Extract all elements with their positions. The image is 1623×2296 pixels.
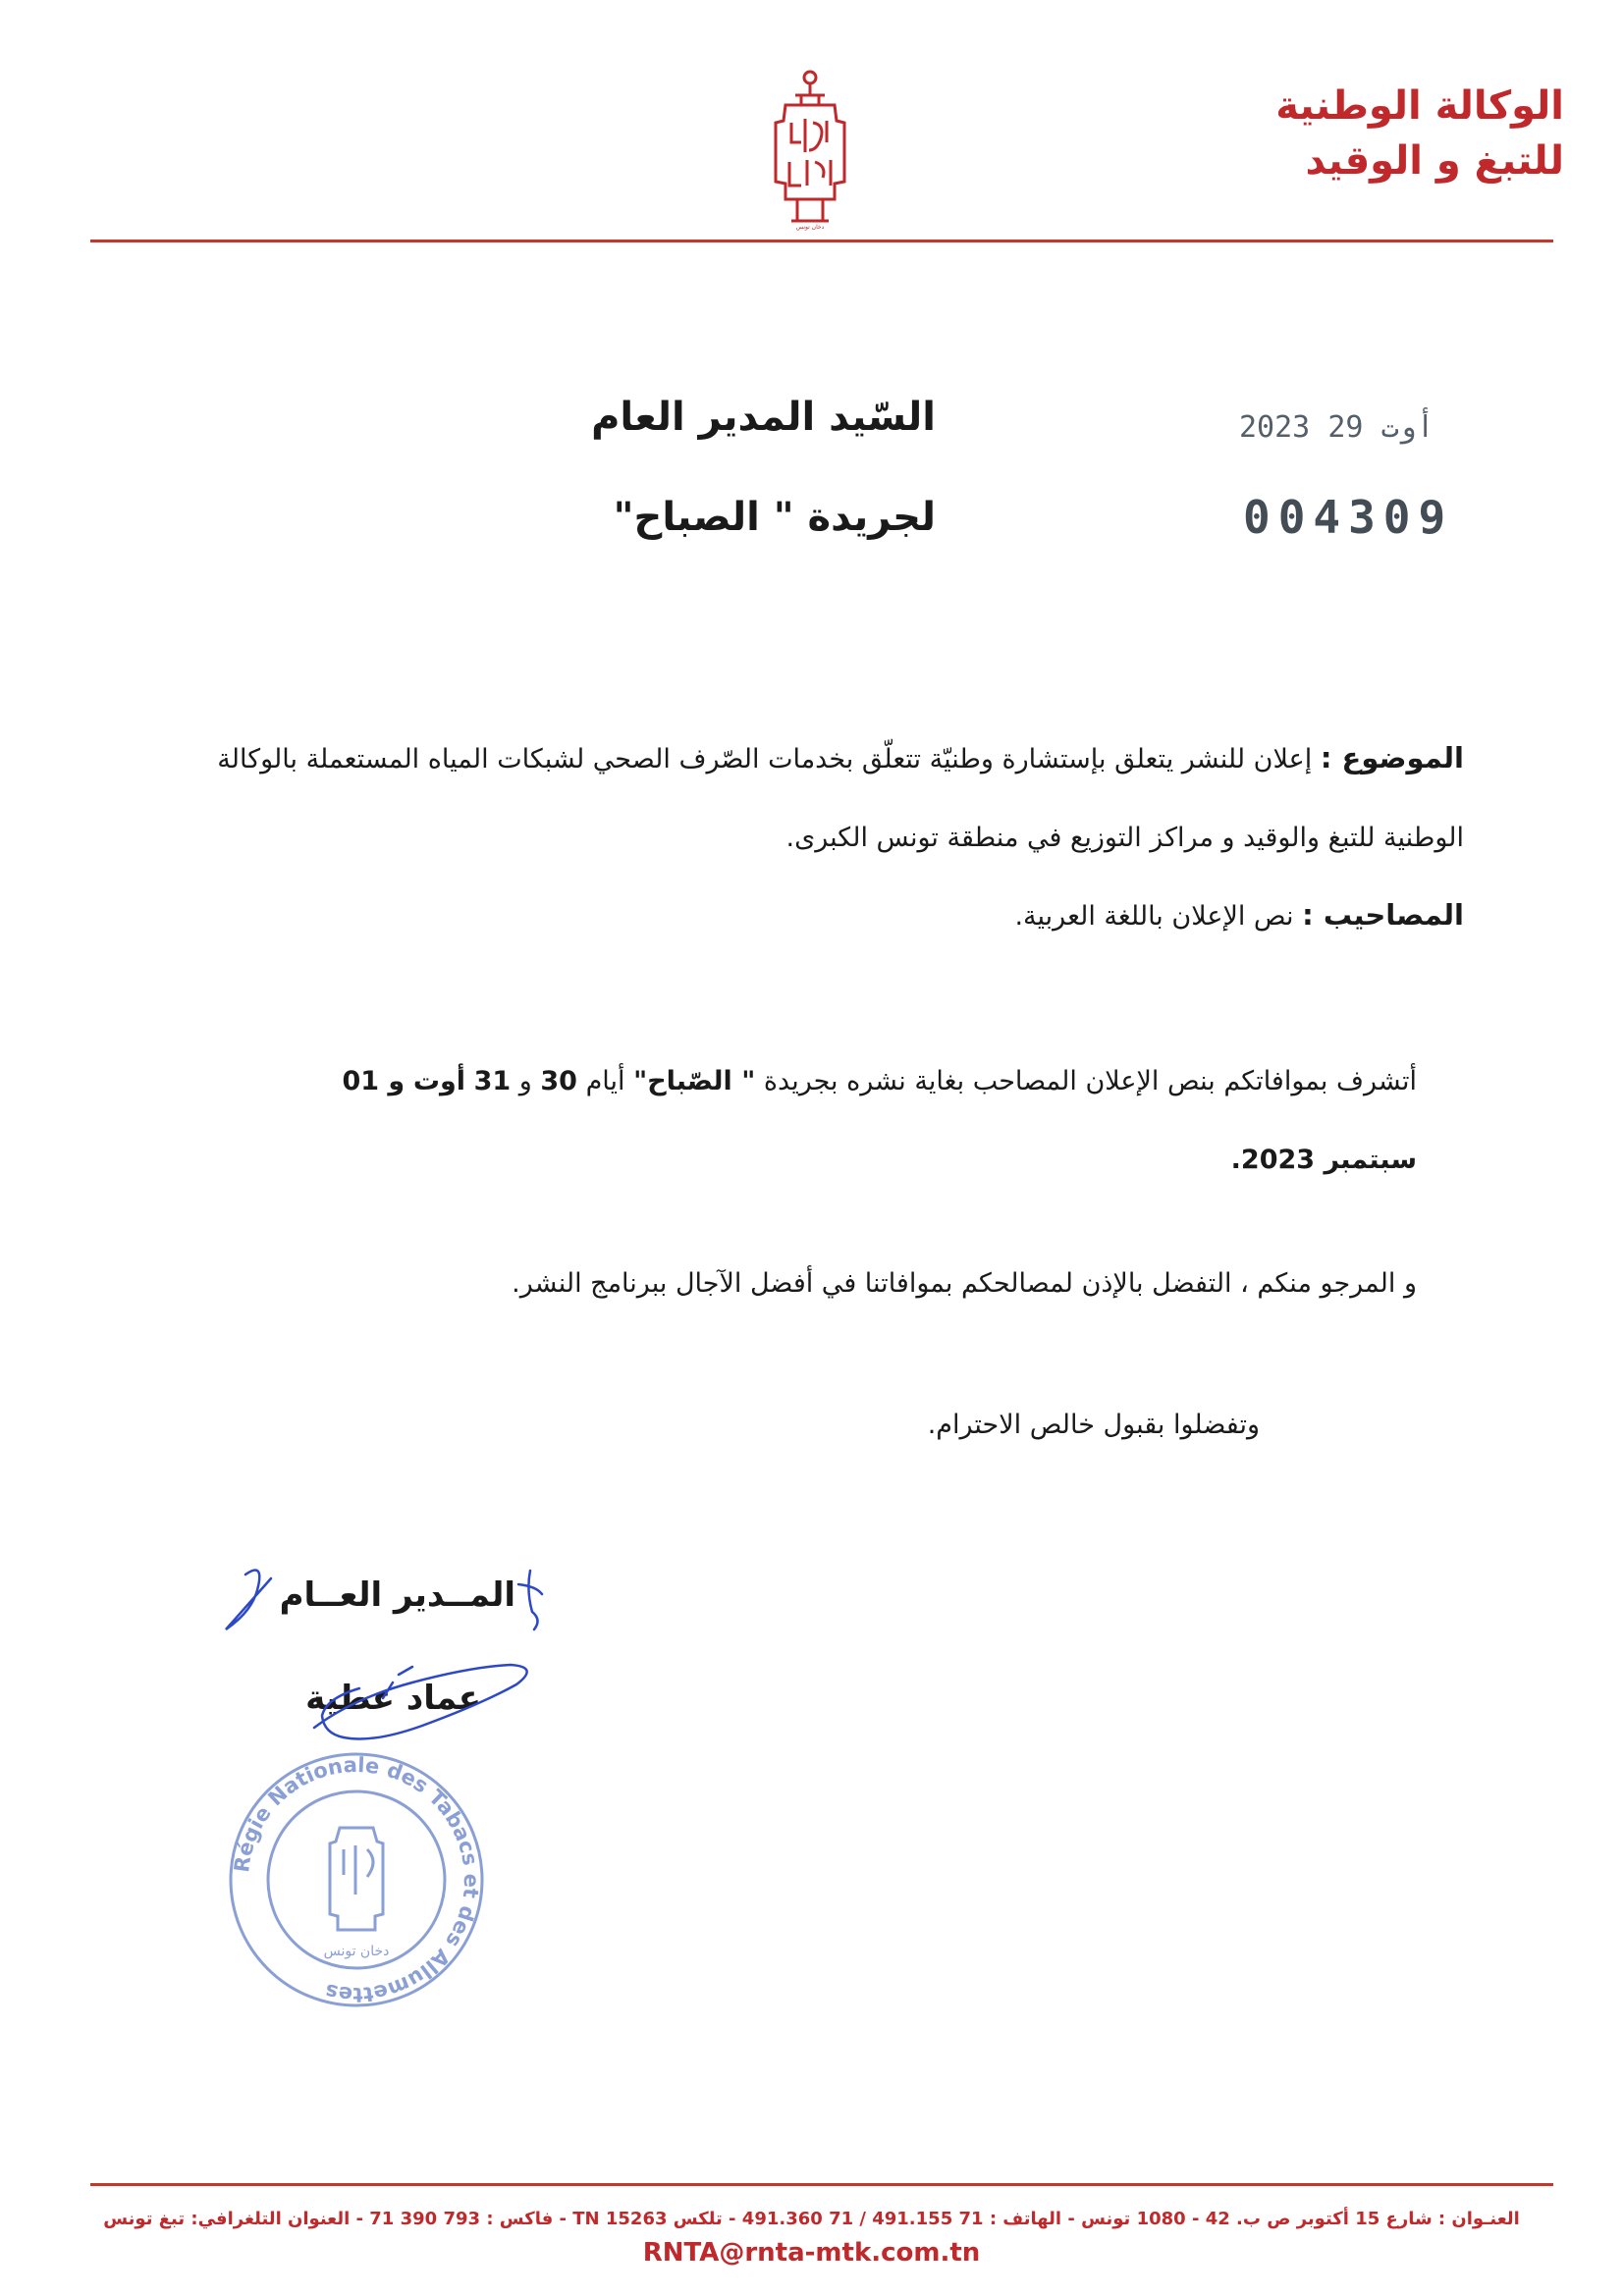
agency-logo-icon <box>756 64 864 231</box>
received-date-stamp: 2023 أوت 29 <box>1239 410 1434 445</box>
handwritten-signature <box>187 1551 560 1777</box>
addressee-line2: لجريدة " الصباح" <box>613 495 936 540</box>
subject-paragraph <box>158 719 1464 878</box>
body-p1-and: و <box>518 1066 532 1096</box>
body-paragraph-3: وتفضلوا بقبول خالص الاحترام. <box>927 1410 1260 1440</box>
enclosure-paragraph <box>158 876 1464 956</box>
agency-name-line2: للتبغ و الوقيد <box>1305 138 1564 184</box>
enclosure-text: نص الإعلان باللغة العربية. <box>1014 901 1294 932</box>
body-p1-days: أيام <box>585 1066 625 1096</box>
agency-name-line1: الوكالة الوطنية <box>1275 83 1564 129</box>
body-paragraph-2: و المرجو منكم ، التفضل بالإذن لمصالحكم بموافاتنا في أفضل الآجال ببرنامج النشر. <box>512 1268 1417 1299</box>
logo-text: دخان تونس <box>795 224 825 231</box>
footer-divider <box>90 2183 1553 2186</box>
signatory-title: المــدير العــام <box>279 1575 515 1615</box>
body-p1-day3: و 01 سبتمبر 2023. <box>342 1066 1417 1175</box>
header-divider <box>90 240 1553 242</box>
body-p1-newspaper: " الصّباح" <box>633 1066 756 1096</box>
seal-text: Régie Nationale des Tabacs et des Allumettes <box>230 1752 484 2007</box>
body-p1-month1: أوت <box>412 1066 465 1096</box>
subject-text: إعلان للنشر يتعلق بإستشارة وطنيّة تتعلّق بخدمات الصّرف الصحي لشبكات المياه المستعملة بالوكالة الوطنية للتبغ والوقيد و مراكز التوزيع في منطقة تونس الكبرى. <box>217 744 1464 853</box>
enclosure-label: المصاحيب : <box>1302 898 1464 932</box>
body-p1-intro: أتشرف بموافاتكم بنص الإعلان المصاحب بغاية نشره بجريدة <box>763 1066 1417 1096</box>
body-paragraph-1 <box>288 1042 1417 1200</box>
footer-email[interactable]: RNTA@rnta-mtk.com.tn <box>642 2238 981 2268</box>
reference-number: 004309 <box>1243 491 1454 544</box>
body-p1-day2: 31 <box>473 1066 512 1096</box>
official-seal <box>224 1747 489 2012</box>
addressee-line1: السّيد المدير العام <box>591 395 936 440</box>
subject-label: الموضوع : <box>1320 741 1464 774</box>
body-p1-day1: 30 <box>540 1066 577 1096</box>
seal-logo-text: دخان تونس <box>323 1944 390 1959</box>
footer-address: العنـوان : شارع 15 أكتوبر ص ب. 42 - 1080 تونس - الهاتف : 71 491.155 / 71 491.360 - تلكس 15263 TN - فاكس : 793 390 71 - العنوان التلغرافي: تبغ تونس <box>103 2209 1520 2229</box>
agency-name <box>1152 79 1564 188</box>
signatory-name: عماد عطية <box>305 1679 481 1718</box>
